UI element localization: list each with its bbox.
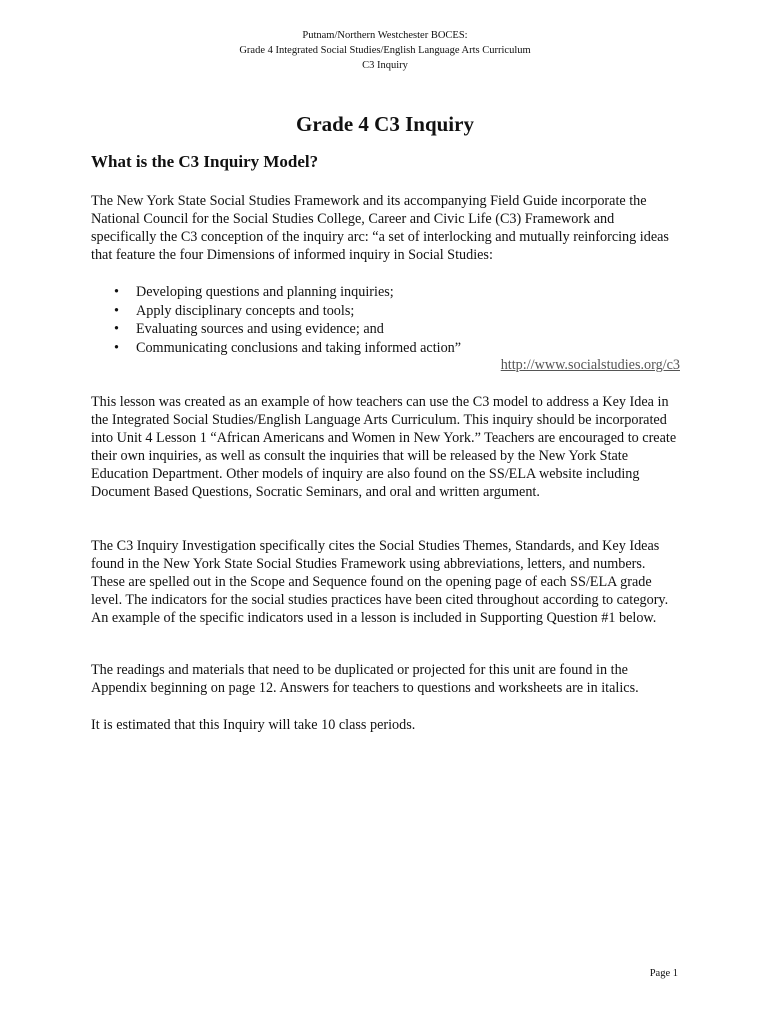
bullet-icon: • — [114, 284, 119, 300]
source-link[interactable]: http://www.socialstudies.org/c3 — [500, 357, 680, 373]
page-number: Page 1 — [649, 968, 678, 979]
bullet-icon: • — [114, 321, 119, 337]
paragraph-materials: The readings and materials that need to be duplicated or projected for this unit are found in the Appendix beginning on page 12. Answers for teachers to questions and worksheets are in italics. — [91, 662, 639, 696]
paragraph-investigation: The C3 Inquiry Investigation specifically cites the Social Studies Themes, Standards, and Key Ideas found in the New York State Social Studies Framework using abbreviations, letters, and numbers. These are spelled out in the Scope and Sequence found on the opening page of each SS/ELA grade level. The indicators for the social studies practices have been cited throughout according to category. An example of the specific indicators used in a lesson is included in Supporting Question #1 below. — [91, 538, 669, 626]
bullet-icon: • — [114, 339, 119, 356]
page-title: Grade 4 C3 Inquiry — [296, 112, 474, 136]
header-line-1: Putnam/Northern Westchester BOCES: — [302, 30, 468, 41]
bullet-icon: • — [114, 302, 119, 319]
paragraph-intro: The New York State Social Studies Framework and its accompanying Field Guide incorporate the National Council for the Social Studies College, Career and Civic Life (C3) Framework and specifically the C3 conception of the inquiry arc: “a set of interlocking and mutually reinforcing ideas that feature the four Dimensions of informed inquiry in Social Studies: — [91, 193, 669, 263]
bullet-list — [110, 283, 680, 357]
bullet-item: • Communicating conclusions and taking informed action” — [114, 339, 462, 356]
header-line-3: C3 Inquiry — [362, 60, 408, 71]
header-line-2: Grade 4 Integrated Social Studies/English Language Arts Curriculum — [239, 45, 531, 56]
bullet-item: • Developing questions and planning inquiries; — [114, 284, 394, 300]
paragraph-lesson: This lesson was created as an example of how teachers can use the C3 model to address a Key Idea in the Integrated Social Studies/English Language Arts Curriculum. This inquiry should be incorporated into Unit 4 Lesson 1 “African Americans and Women in New York.” Teachers are encouraged to create their own inquiries, as well as consult the inquiries that will be released by the New York State Education Department. Other models of inquiry are also found on the SS/ELA website including Document Based Questions, Socratic Seminars, and oral and written argument. — [91, 394, 677, 500]
section-heading: What is the C3 Inquiry Model? — [91, 152, 319, 171]
bullet-item: • Apply disciplinary concepts and tools; — [114, 302, 355, 319]
paragraph-duration: It is estimated that this Inquiry will take 10 class periods. — [91, 717, 416, 733]
page-header — [0, 28, 770, 73]
bullet-item: • Evaluating sources and using evidence; and — [114, 321, 384, 337]
